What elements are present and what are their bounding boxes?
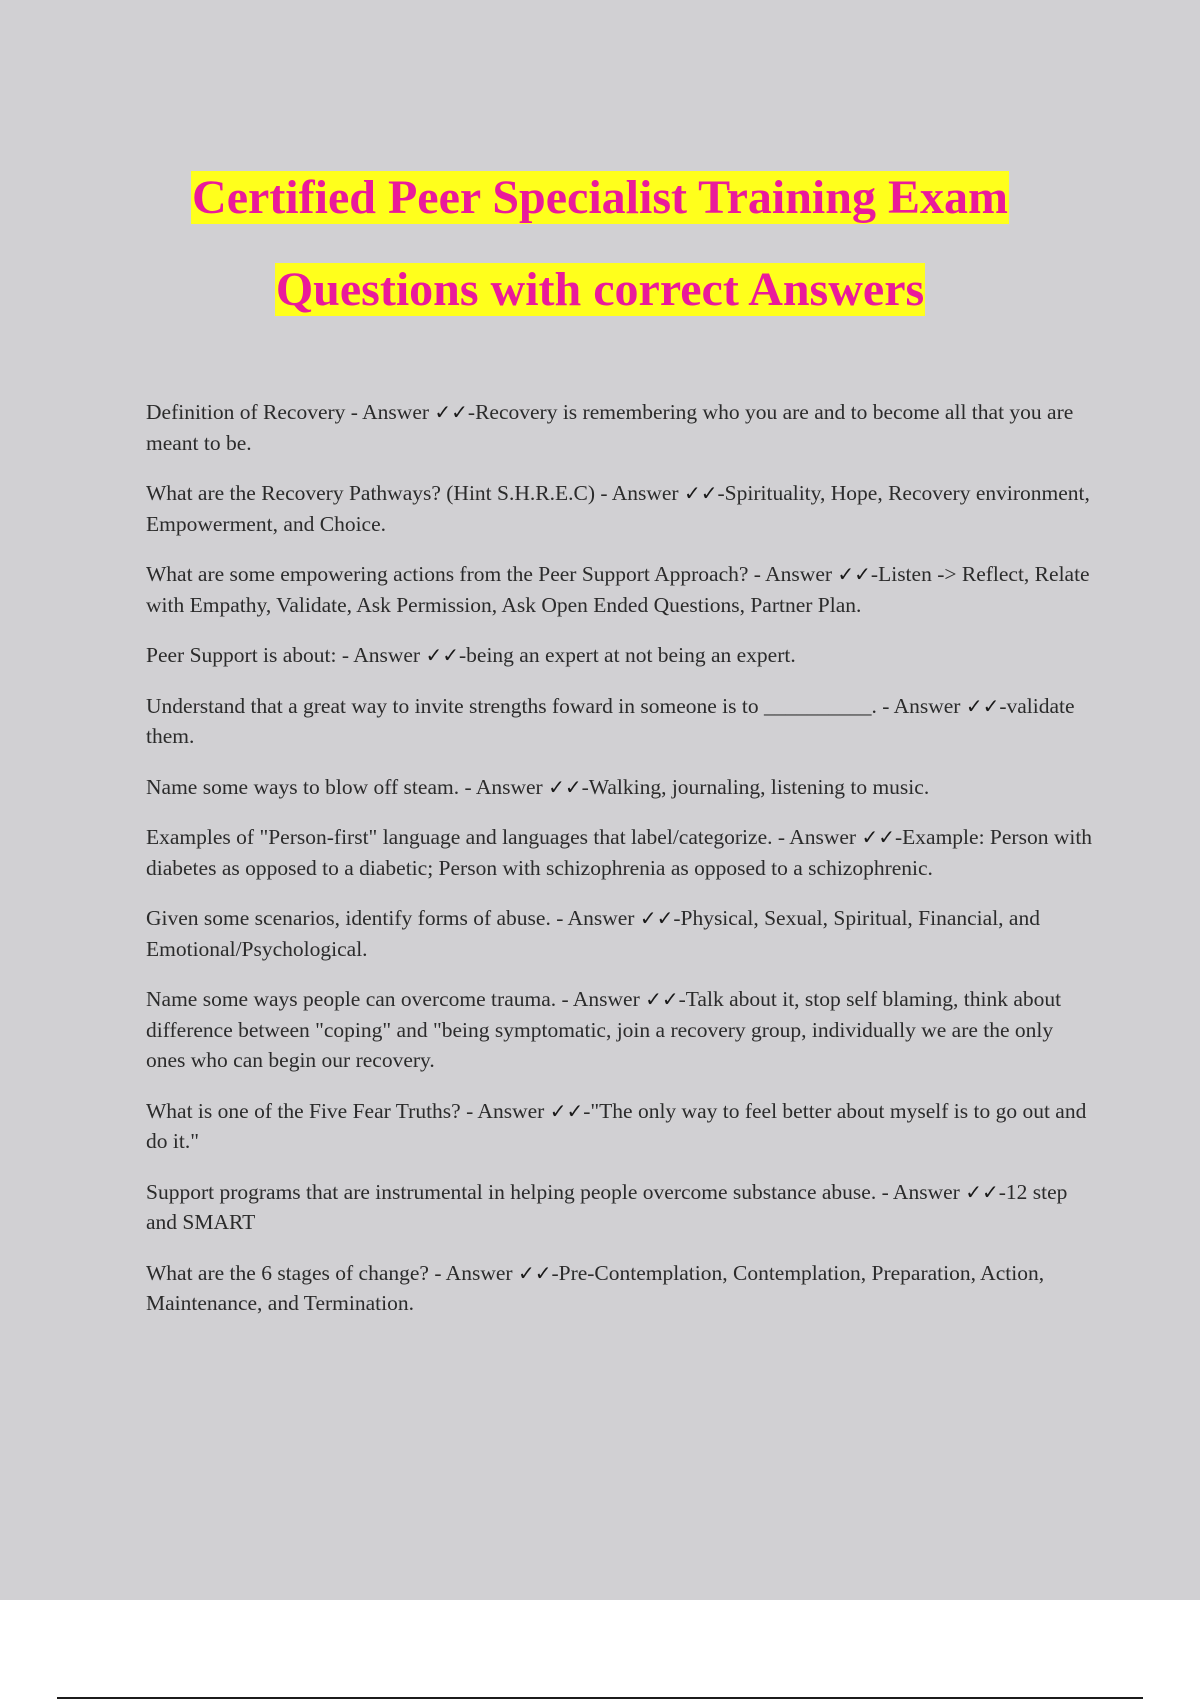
title-line-2: [0, 260, 1200, 352]
answer-label: - Answer: [556, 987, 646, 1011]
question-text: Name some ways people can overcome trauma.: [146, 987, 557, 1011]
answer-label: - Answer: [459, 774, 549, 799]
qa-item: [146, 1096, 1094, 1157]
double-check-icon: ✓✓: [861, 825, 895, 849]
question-text: Definition of Recovery: [146, 400, 346, 424]
answer-label: - Answer: [772, 825, 862, 849]
answer-text: -Pre-Contemplation, Contemplation, Preparation, Action, Maintenance, and Termination.: [146, 1260, 1045, 1315]
qa-item: [146, 397, 1094, 458]
qa-item: [146, 822, 1094, 883]
answer-text: -Talk about it, stop self blaming, think about difference between "coping" and "being symptomatic, join a recovery group, individually we are the only ones who can begin our recovery.: [146, 987, 1062, 1072]
double-check-icon: ✓✓: [965, 693, 1000, 718]
answer-label: - Answer: [460, 1098, 550, 1123]
answer-label: - Answer: [550, 906, 640, 930]
double-check-icon: ✓✓: [549, 1098, 584, 1123]
title-line-1: [0, 168, 1200, 260]
qa-item: [146, 984, 1094, 1076]
answer-label: - Answer: [595, 481, 684, 505]
answer-label: - Answer: [748, 562, 838, 586]
double-check-icon: ✓✓: [434, 400, 468, 424]
answer-text: -Recovery is remembering who you are and to become all that you are meant to be.: [146, 400, 1074, 455]
question-text: Given some scenarios, identify forms of abuse.: [146, 906, 551, 930]
qa-list: [146, 397, 1094, 1339]
question-text: Understand that a great way to invite strengths foward in someone is to __________.: [146, 693, 877, 718]
qa-item: [146, 772, 1094, 803]
qa-item: [146, 691, 1094, 752]
answer-text: -Listen -> Reflect, Relate with Empathy, Validate, Ask Permission, Ask Open Ended Questions, Partner Plan.: [146, 562, 1090, 617]
double-check-icon: ✓✓: [517, 1260, 552, 1285]
answer-label: - Answer: [345, 400, 435, 424]
answer-text: -being an expert at not being an expert.: [459, 643, 796, 667]
document-title: [0, 168, 1200, 352]
question-text: Examples of "Person-first" language and languages that label/categorize.: [146, 825, 773, 849]
question-text: What are some empowering actions from the Peer Support Approach?: [146, 562, 749, 586]
question-text: What are the 6 stages of change?: [146, 1260, 429, 1285]
qa-item: [146, 640, 1094, 671]
question-text: What are the Recovery Pathways? (Hint S.H.R.E.C): [146, 481, 595, 505]
double-check-icon: ✓✓: [639, 906, 674, 930]
qa-item: [146, 478, 1094, 539]
answer-text: -"The only way to feel better about myself is to go out and do it.": [146, 1098, 1087, 1153]
answer-text: -12 step and SMART: [146, 1179, 1068, 1234]
question-text: Peer Support is about:: [146, 643, 337, 667]
double-check-icon: ✓✓: [548, 774, 582, 799]
answer-text: -Physical, Sexual, Spiritual, Financial, and Emotional/Psychological.: [146, 906, 1040, 961]
answer-text: -Walking, journaling, listening to music.: [581, 774, 930, 799]
double-check-icon: ✓✓: [425, 643, 459, 667]
answer-label: - Answer: [876, 693, 966, 718]
answer-label: - Answer: [336, 643, 426, 667]
qa-item: [146, 559, 1094, 620]
double-check-icon: ✓✓: [837, 562, 871, 586]
answer-label: - Answer: [876, 1179, 966, 1204]
footer-divider: [57, 1697, 1143, 1699]
qa-item: [146, 903, 1094, 964]
question-text: Name some ways to blow off steam.: [146, 774, 460, 799]
double-check-icon: ✓✓: [645, 987, 679, 1011]
answer-text: -Spirituality, Hope, Recovery environment, Empowerment, and Choice.: [146, 481, 1090, 536]
double-check-icon: ✓✓: [965, 1179, 999, 1204]
answer-label: - Answer: [428, 1260, 518, 1285]
question-text: Support programs that are instrumental in helping people overcome substance abuse.: [146, 1179, 877, 1204]
qa-item: [146, 1177, 1094, 1238]
answer-text: -validate them.: [146, 693, 1075, 748]
question-text: What is one of the Five Fear Truths?: [146, 1098, 461, 1123]
qa-item: [146, 1258, 1094, 1319]
answer-text: -Example: Person with diabetes as opposed to a diabetic; Person with schizophrenia as opposed to a schizophrenic.: [146, 825, 1093, 880]
title-text-2: Questions with correct Answers: [275, 263, 925, 316]
double-check-icon: ✓✓: [683, 481, 718, 505]
title-text-1: Certified Peer Specialist Training Exam: [192, 171, 1008, 224]
